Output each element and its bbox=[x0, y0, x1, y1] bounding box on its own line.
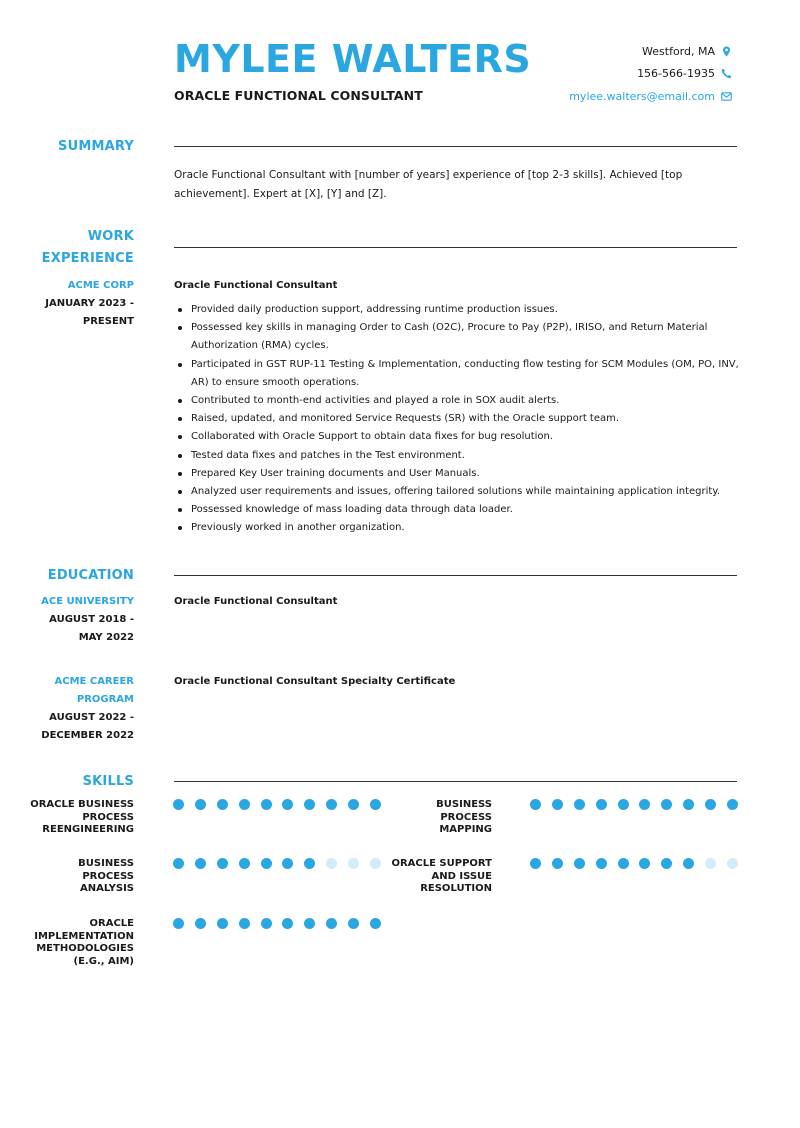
skill-label: BUSINESS PROCESS ANALYSIS bbox=[78, 858, 134, 894]
education-divider bbox=[174, 575, 737, 576]
skills-divider bbox=[174, 781, 737, 782]
rating-dot-filled bbox=[195, 858, 206, 869]
rating-dot-filled bbox=[282, 858, 293, 869]
rating-dot-filled bbox=[661, 799, 672, 810]
skill-label: ORACLE SUPPORT AND ISSUE RESOLUTION bbox=[391, 858, 492, 894]
rating-dot-filled bbox=[618, 799, 629, 810]
rating-dot-filled bbox=[552, 858, 563, 869]
rating-dot-filled bbox=[195, 918, 206, 929]
rating-dot-empty bbox=[348, 858, 359, 869]
skill-rating bbox=[173, 918, 381, 929]
rating-dot-filled bbox=[727, 799, 738, 810]
education-date-end: DECEMBER 2022 bbox=[41, 730, 134, 741]
rating-dot-filled bbox=[304, 858, 315, 869]
bullet-item: Analyzed user requirements and issues, offering tailored solutions while maintaining application integrity. bbox=[174, 483, 742, 501]
contact-info bbox=[569, 40, 732, 108]
bullet-item: Collaborated with Oracle Support to obtain data fixes for bug resolution. bbox=[174, 428, 742, 446]
location-text: Westford, MA bbox=[642, 44, 715, 58]
rating-dot-filled bbox=[261, 799, 272, 810]
contact-email[interactable] bbox=[569, 85, 732, 108]
rating-dot-filled bbox=[217, 858, 228, 869]
rating-dot-filled bbox=[173, 858, 184, 869]
skill-label: ORACLE IMPLEMENTATION METHODOLOGIES (E.G., AIM) bbox=[34, 918, 134, 967]
rating-dot-filled bbox=[639, 799, 650, 810]
rating-dot-filled bbox=[530, 858, 541, 869]
envelope-icon bbox=[721, 91, 732, 102]
rating-dot-filled bbox=[574, 799, 585, 810]
rating-dot-filled bbox=[282, 918, 293, 929]
experience-heading bbox=[42, 226, 134, 270]
rating-dot-filled bbox=[639, 858, 650, 869]
education-date-start: AUGUST 2022 - bbox=[49, 712, 134, 723]
bullet-item: Previously worked in another organization. bbox=[174, 519, 742, 537]
education-date-end: MAY 2022 bbox=[78, 632, 134, 643]
rating-dot-filled bbox=[596, 858, 607, 869]
skill-rating bbox=[173, 799, 381, 810]
rating-dot-empty bbox=[370, 858, 381, 869]
rating-dot-filled bbox=[370, 799, 381, 810]
school-name: ACE UNIVERSITY bbox=[41, 596, 134, 607]
program-name-line2: PROGRAM bbox=[76, 694, 134, 705]
skill-rating bbox=[530, 858, 738, 869]
candidate-name: MYLEE WALTERS bbox=[174, 37, 532, 81]
skill-rating bbox=[530, 799, 738, 810]
experience-date-start: JANUARY 2023 - bbox=[45, 298, 134, 309]
skill-label: ORACLE BUSINESS PROCESS REENGINEERING bbox=[30, 799, 134, 835]
rating-dot-filled bbox=[574, 858, 585, 869]
summary-heading: SUMMARY bbox=[58, 139, 134, 154]
rating-dot-empty bbox=[727, 858, 738, 869]
rating-dot-filled bbox=[618, 858, 629, 869]
experience-meta bbox=[24, 277, 134, 331]
bullet-item: Possessed knowledge of mass loading data through data loader. bbox=[174, 501, 742, 519]
company-name: ACME CORP bbox=[67, 280, 134, 291]
rating-dot-empty bbox=[705, 858, 716, 869]
contact-phone bbox=[569, 63, 732, 86]
experience-heading-line2: EXPERIENCE bbox=[41, 251, 134, 266]
bullet-item: Contributed to month-end activities and played a role in SOX audit alerts. bbox=[174, 392, 742, 410]
experience-role: Oracle Functional Consultant bbox=[174, 280, 338, 291]
education-meta-2 bbox=[24, 673, 134, 745]
phone-text: 156-566-1935 bbox=[637, 67, 715, 81]
rating-dot-filled bbox=[195, 799, 206, 810]
experience-heading-line1: WORK bbox=[87, 229, 134, 244]
rating-dot-filled bbox=[596, 799, 607, 810]
education-date-start: AUGUST 2018 - bbox=[49, 614, 134, 625]
education-title-1: Oracle Functional Consultant bbox=[174, 596, 338, 607]
bullet-item: Raised, updated, and monitored Service Requests (SR) with the Oracle support team. bbox=[174, 410, 742, 428]
summary-divider bbox=[174, 146, 737, 147]
rating-dot-filled bbox=[348, 799, 359, 810]
rating-dot-filled bbox=[261, 858, 272, 869]
bullet-item: Provided daily production support, addressing runtime production issues. bbox=[174, 301, 742, 319]
bullet-item: Tested data fixes and patches in the Test environment. bbox=[174, 447, 742, 465]
rating-dot-filled bbox=[370, 918, 381, 929]
experience-divider bbox=[174, 247, 737, 248]
experience-date-end: PRESENT bbox=[82, 316, 134, 327]
program-name-line1: ACME CAREER bbox=[54, 676, 134, 687]
rating-dot-filled bbox=[282, 799, 293, 810]
rating-dot-filled bbox=[239, 799, 250, 810]
education-heading: EDUCATION bbox=[47, 568, 134, 583]
rating-dot-filled bbox=[705, 799, 716, 810]
rating-dot-filled bbox=[217, 918, 228, 929]
email-link[interactable]: mylee.walters@email.com bbox=[569, 89, 715, 103]
rating-dot-filled bbox=[348, 918, 359, 929]
rating-dot-filled bbox=[552, 799, 563, 810]
education-title-2: Oracle Functional Consultant Specialty Certificate bbox=[174, 676, 456, 687]
bullet-item: Prepared Key User training documents and User Manuals. bbox=[174, 465, 742, 483]
skills-heading: SKILLS bbox=[82, 774, 134, 789]
rating-dot-filled bbox=[683, 858, 694, 869]
bullet-item: Participated in GST RUP-11 Testing & Implementation, conducting flow testing for SCM Modules (OM, PO, INV, AR) to ensure smooth operations. bbox=[174, 356, 742, 392]
rating-dot-filled bbox=[239, 918, 250, 929]
rating-dot-filled bbox=[683, 799, 694, 810]
rating-dot-empty bbox=[326, 858, 337, 869]
education-meta-1 bbox=[24, 593, 134, 647]
bullet-item: Possessed key skills in managing Order to Cash (O2C), Procure to Pay (P2P), IRISO, and Return Material Authorization (RMA) cycles. bbox=[174, 319, 742, 355]
rating-dot-filled bbox=[326, 918, 337, 929]
skill-rating bbox=[173, 858, 381, 869]
experience-bullets bbox=[174, 301, 742, 538]
rating-dot-filled bbox=[304, 918, 315, 929]
rating-dot-filled bbox=[304, 799, 315, 810]
contact-location bbox=[569, 40, 732, 63]
rating-dot-filled bbox=[261, 918, 272, 929]
summary-text: Oracle Functional Consultant with [number of years] experience of [top 2-3 skills]. Achieved [top achievement]. Expert at [X], [Y] and [Z]. bbox=[174, 169, 683, 200]
rating-dot-filled bbox=[217, 799, 228, 810]
rating-dot-filled bbox=[173, 918, 184, 929]
rating-dot-filled bbox=[239, 858, 250, 869]
rating-dot-filled bbox=[326, 799, 337, 810]
rating-dot-filled bbox=[173, 799, 184, 810]
rating-dot-filled bbox=[661, 858, 672, 869]
phone-icon bbox=[721, 68, 732, 79]
skill-label: BUSINESS PROCESS MAPPING bbox=[436, 799, 492, 835]
location-pin-icon bbox=[721, 46, 732, 57]
job-title: ORACLE FUNCTIONAL CONSULTANT bbox=[174, 88, 423, 103]
rating-dot-filled bbox=[530, 799, 541, 810]
